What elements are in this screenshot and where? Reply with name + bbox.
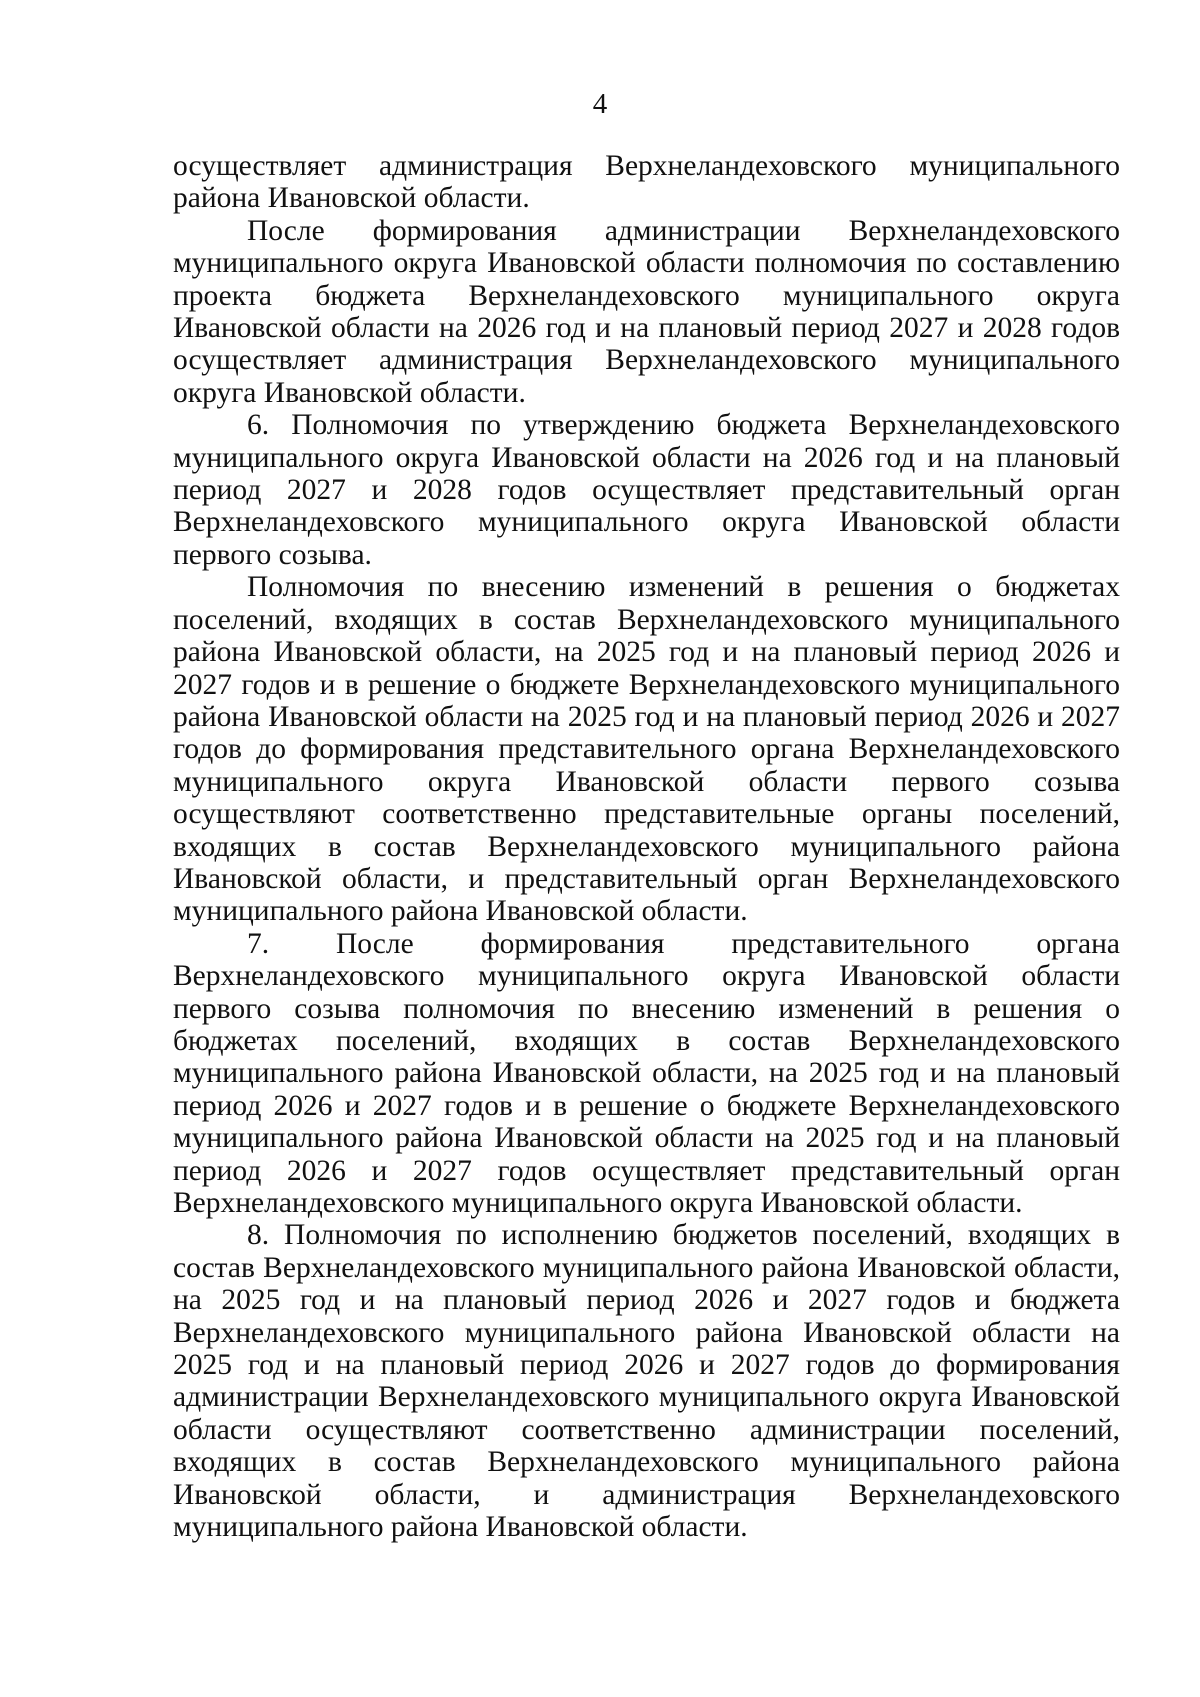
- paragraph-item-6: 6. Полномочия по утверждению бюджета Верхнеландеховского муниципального округа Ивановской области на 2026 год и на плановый период 2027 и 2028 годов осуществляет представительный орган Верхнеландеховского муниципального округа Ивановской области первого созыва.: [173, 409, 1120, 571]
- paragraph-continuation: осуществляет администрация Верхнеландеховского муниципального района Ивановской области.: [173, 150, 1120, 215]
- paragraph-item-7: 7. После формирования представительного органа Верхнеландеховского муниципального округа Ивановской области первого созыва полномочия по внесению изменений в решения о бюджетах поселений, входящих в состав Верхнеландеховского муниципального района Ивановской области, на 2025 год и на плановый период 2026 и 2027 годов и в решение о бюджете Верхнеландеховского муниципального района Ивановской области на 2025 год и на плановый период 2026 и 2027 годов осуществляет представительный орган Верхнеландеховского муниципального округа Ивановской области.: [173, 927, 1120, 1219]
- page-number: 4: [592, 88, 608, 120]
- paragraph: Полномочия по внесению изменений в решения о бюджетах поселений, входящих в состав Верхнеландеховского муниципального района Ивановской области, на 2025 год и на плановый период 2026 и 2027 годов и в решение о бюджете Верхнеландеховского муниципального района Ивановской области на 2025 год и на плановый период 2026 и 2027 годов до формирования представительного органа Верхнеландеховского муниципального округа Ивановской области первого созыва осуществляют соответственно представительные органы поселений, входящих в состав Верхнеландеховского муниципального района Ивановской области, и представительный орган Верхнеландеховского муниципального района Ивановской области.: [173, 571, 1120, 928]
- document-body: [173, 150, 1120, 1543]
- paragraph: После формирования администрации Верхнеландеховского муниципального округа Ивановской области полномочия по составлению проекта бюджета Верхнеландеховского муниципального округа Ивановской области на 2026 год и на плановый период 2027 и 2028 годов осуществляет администрация Верхнеландеховского муниципального округа Ивановской области.: [173, 214, 1120, 409]
- paragraph-item-8: 8. Полномочия по исполнению бюджетов поселений, входящих в состав Верхнеландеховского муниципального района Ивановской области, на 2025 год и на плановый период 2026 и 2027 годов и бюджета Верхнеландеховского муниципального района Ивановской области на 2025 год и на плановый период 2026 и 2027 годов до формирования администрации Верхнеландеховского муниципального округа Ивановской области осуществляют соответственно администрации поселений, входящих в состав Верхнеландеховского муниципального района Ивановской области, и администрация Верхнеландеховского муниципального района Ивановской области.: [173, 1219, 1120, 1544]
